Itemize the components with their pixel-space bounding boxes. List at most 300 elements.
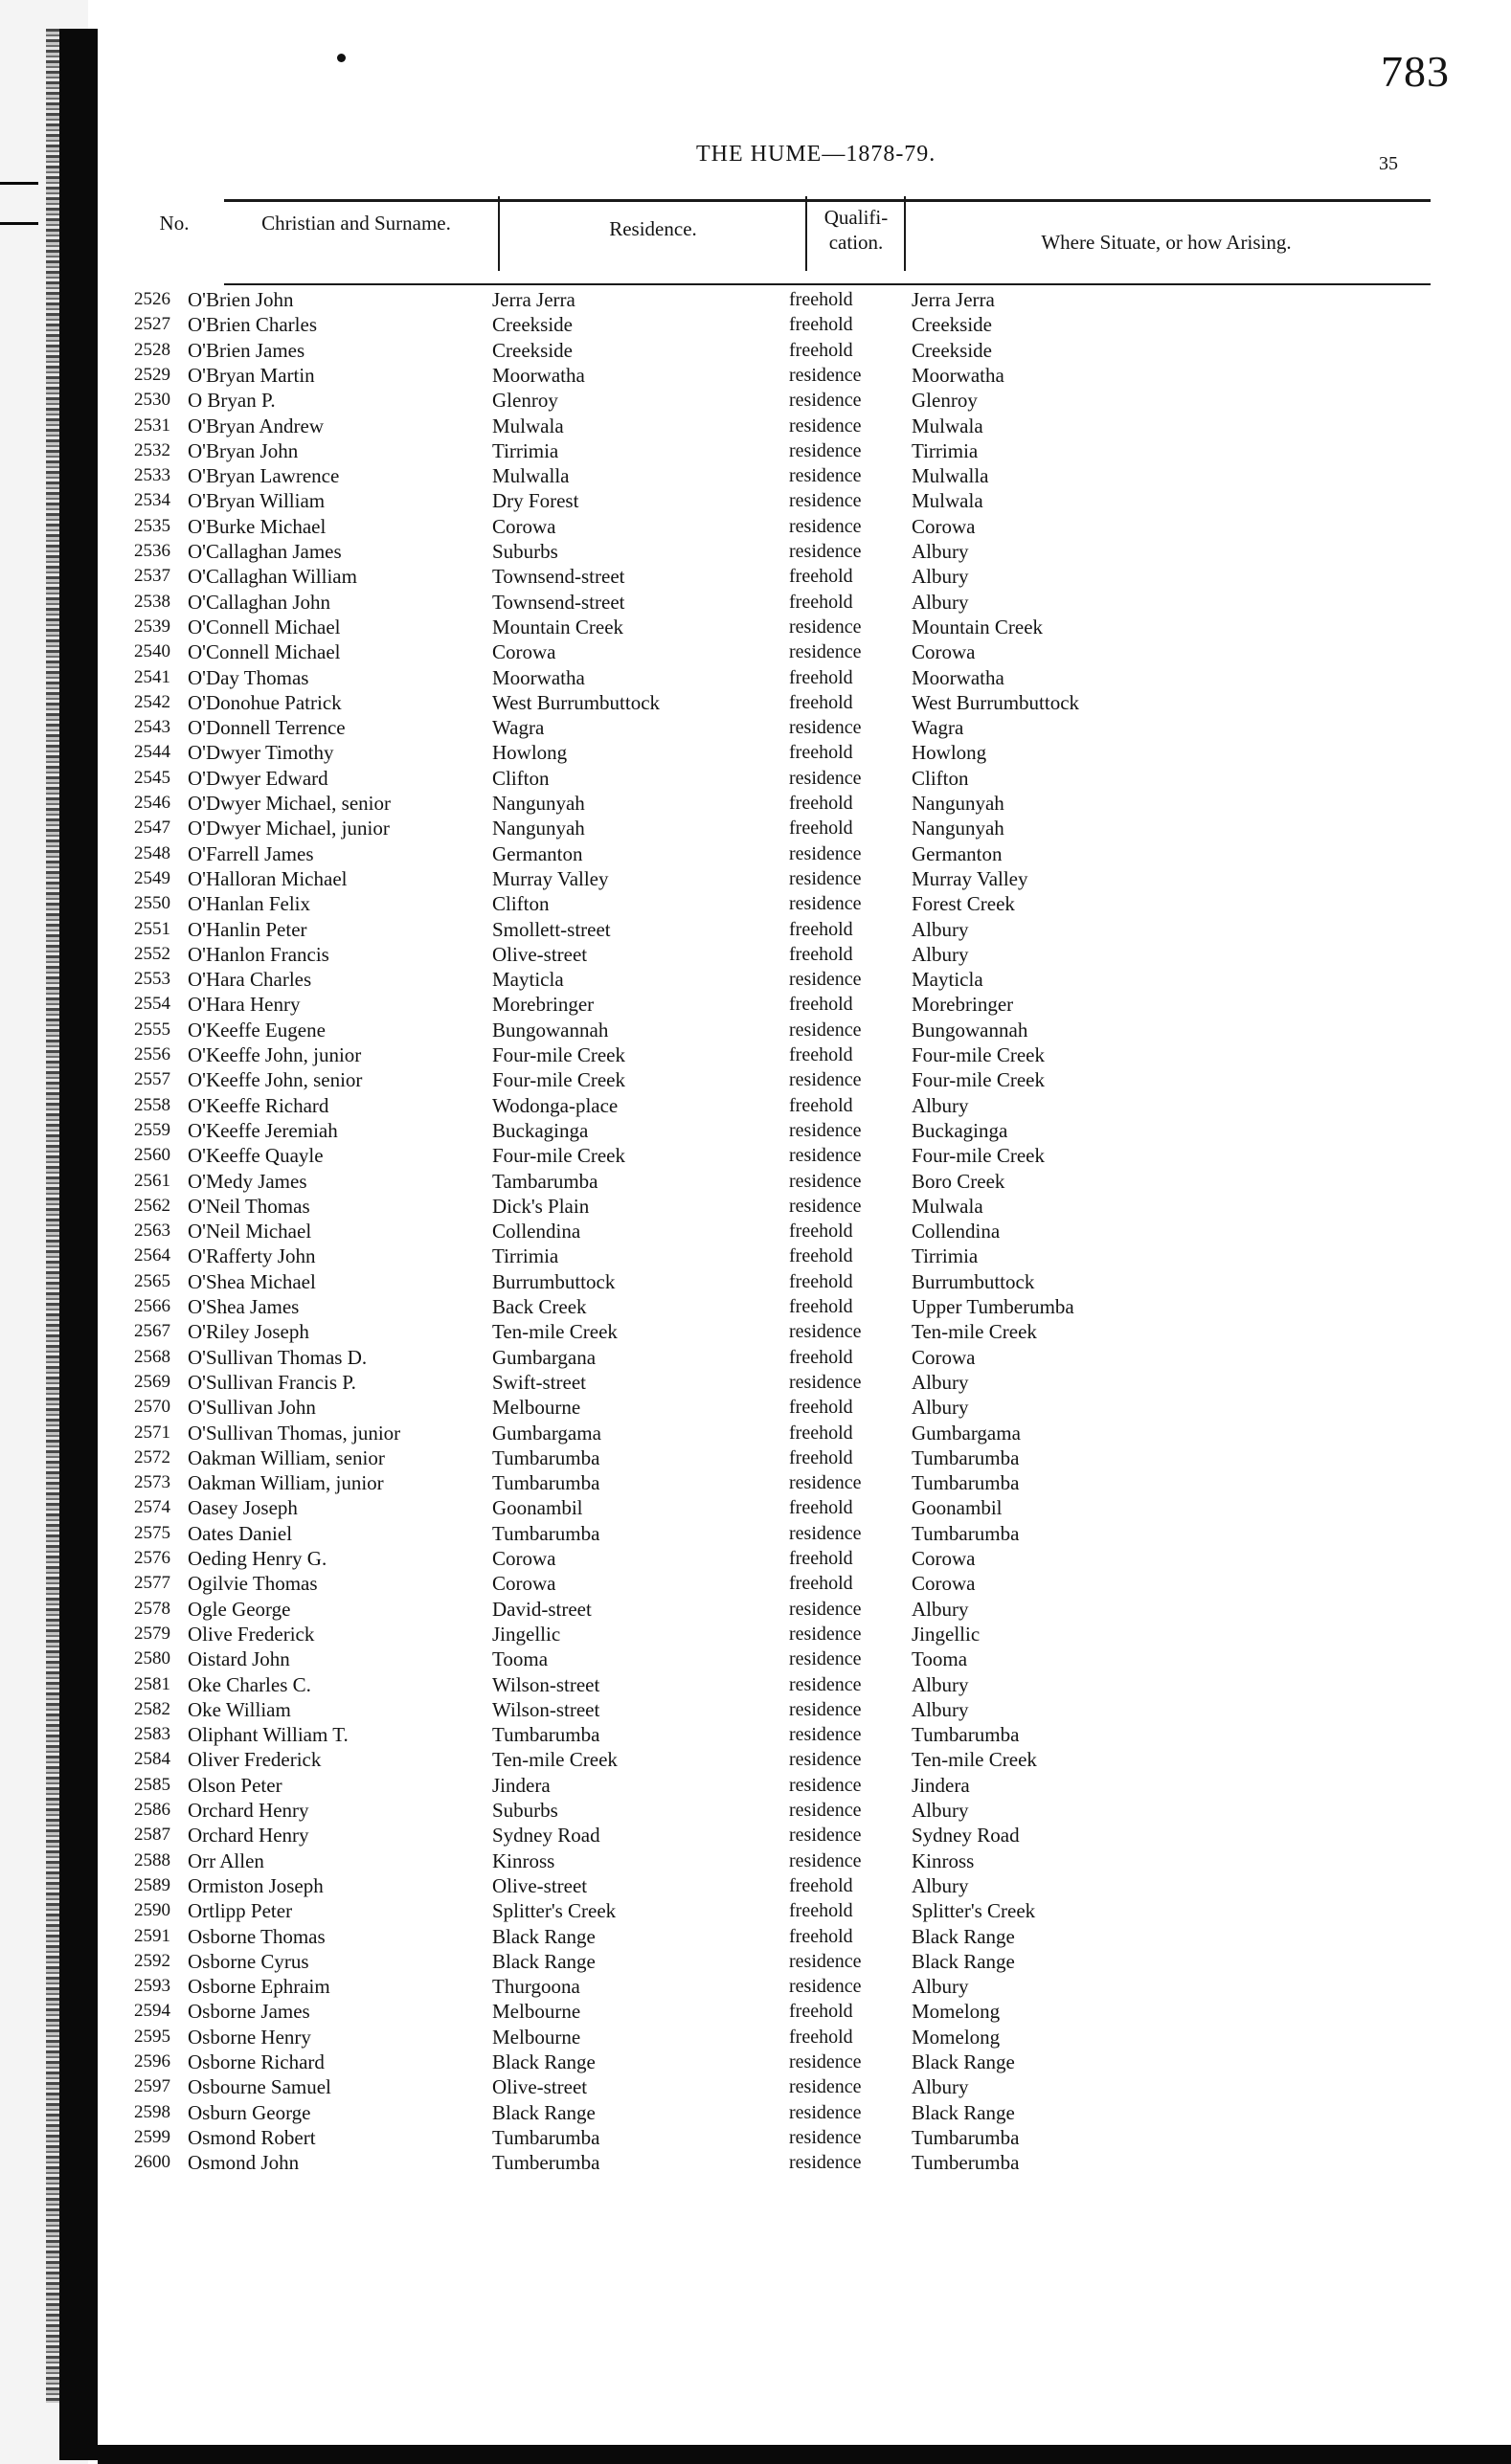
table-row xyxy=(98,1421,1511,1445)
elector-number: 2581 xyxy=(134,1673,170,1694)
elector-number: 2533 xyxy=(134,465,170,486)
elector-where-situate: Creekside xyxy=(912,338,992,362)
elector-number: 2597 xyxy=(134,2076,170,2097)
table-row xyxy=(98,1924,1511,1949)
elector-residence: Tumbarumba xyxy=(492,1723,600,1747)
elector-qualification: residence xyxy=(789,717,862,739)
elector-residence: Four-mile Creek xyxy=(492,1043,625,1066)
table-row xyxy=(98,841,1511,866)
elector-qualification: residence xyxy=(789,2126,862,2148)
elector-residence: Tumberumba xyxy=(492,2151,600,2175)
elector-number: 2591 xyxy=(134,1925,170,1946)
elector-number: 2562 xyxy=(134,1195,170,1216)
elector-name: Osborne Thomas xyxy=(188,1924,326,1948)
elector-residence: Swift-street xyxy=(492,1370,586,1394)
elector-residence: Corowa xyxy=(492,640,556,664)
table-row xyxy=(98,1597,1511,1622)
elector-where-situate: Mountain Creek xyxy=(912,615,1044,638)
elector-residence: Mulwala xyxy=(492,414,564,437)
elector-number: 2553 xyxy=(134,969,170,990)
elector-residence: Mayticla xyxy=(492,968,564,992)
elector-qualification: freehold xyxy=(789,1094,853,1116)
elector-name: Oliver Frederick xyxy=(188,1748,322,1772)
table-row xyxy=(98,1243,1511,1268)
elector-name: O'Hanlon Francis xyxy=(188,942,329,966)
elector-name: O'Keeffe Richard xyxy=(188,1093,329,1117)
elector-residence: Burrumbuttock xyxy=(492,1269,616,1293)
elector-name: O'Connell Michael xyxy=(188,640,341,664)
elector-qualification: freehold xyxy=(789,691,853,713)
elector-residence: Tumbarumba xyxy=(492,1471,600,1495)
elector-name: O'Neil Thomas xyxy=(188,1194,310,1218)
elector-where-situate: Tumbarumba xyxy=(912,2125,1020,2149)
elector-qualification: residence xyxy=(789,1849,862,1871)
elector-residence: Nangunyah xyxy=(492,817,585,840)
table-row xyxy=(98,1370,1511,1395)
elector-qualification: residence xyxy=(789,616,862,638)
elector-where-situate: Ten-mile Creek xyxy=(912,1320,1037,1344)
elector-name: Osborne Ephraim xyxy=(188,1975,330,1999)
elector-name: Osborne Cyrus xyxy=(188,1949,309,1973)
elector-qualification: freehold xyxy=(789,1221,853,1243)
elector-where-situate: Corowa xyxy=(912,1572,976,1596)
elector-where-situate: Albury xyxy=(912,1975,969,1999)
table-row xyxy=(98,1747,1511,1772)
elector-number: 2593 xyxy=(134,1976,170,1997)
elector-name: O'Dwyer Michael, senior xyxy=(188,792,391,815)
elector-where-situate: Sydney Road xyxy=(912,1824,1020,1848)
elector-name: O'Brien Charles xyxy=(188,313,318,337)
elector-qualification: freehold xyxy=(789,289,853,310)
elector-where-situate: Howlong xyxy=(912,741,987,765)
elector-number: 2586 xyxy=(134,1800,170,1820)
elector-where-situate: Germanton xyxy=(912,841,1003,865)
elector-where-situate: Corowa xyxy=(912,640,976,664)
elector-number: 2569 xyxy=(134,1371,170,1392)
elector-number: 2554 xyxy=(134,994,170,1015)
header-bottom-rule xyxy=(224,283,1431,285)
table-row xyxy=(98,463,1511,488)
table-row xyxy=(98,1169,1511,1194)
elector-name: O'Rafferty John xyxy=(188,1244,316,1268)
elector-where-situate: Clifton xyxy=(912,766,969,790)
spine-mark-top xyxy=(0,182,38,185)
elector-residence: Suburbs xyxy=(492,540,558,563)
elector-where-situate: Black Range xyxy=(912,2050,1015,2073)
elector-qualification: residence xyxy=(789,414,862,437)
elector-qualification: residence xyxy=(789,842,862,864)
elector-residence: Townsend-street xyxy=(492,565,625,589)
elector-qualification: residence xyxy=(789,1825,862,1847)
elector-name: Osbourne Samuel xyxy=(188,2075,331,2099)
column-divider-qualification xyxy=(805,196,807,271)
header-qualification-line2: cation. xyxy=(828,231,884,254)
elector-number: 2555 xyxy=(134,1019,170,1040)
elector-qualification: freehold xyxy=(789,1422,853,1444)
elector-where-situate: Nangunyah xyxy=(912,817,1004,840)
elector-name: Orchard Henry xyxy=(188,1824,309,1848)
elector-where-situate: Corowa xyxy=(912,1345,976,1369)
elector-where-situate: Albury xyxy=(912,1093,969,1117)
elector-number: 2568 xyxy=(134,1346,170,1367)
table-row xyxy=(98,1067,1511,1092)
running-title: THE HUME—1878-79. xyxy=(696,142,936,167)
table-row xyxy=(98,1974,1511,1999)
elector-name: O'Dwyer Edward xyxy=(188,766,328,790)
elector-residence: Tirrimia xyxy=(492,438,559,462)
elector-qualification: residence xyxy=(789,1321,862,1343)
elector-where-situate: Albury xyxy=(912,942,969,966)
elector-residence: Wilson-street xyxy=(492,1697,600,1721)
register-page xyxy=(98,0,1511,2464)
elector-qualification: residence xyxy=(789,767,862,789)
elector-residence: Germanton xyxy=(492,841,583,865)
page-bottom-edge xyxy=(98,2445,1511,2464)
elector-where-situate: Mulwala xyxy=(912,414,983,437)
elector-qualification: freehold xyxy=(789,1270,853,1292)
elector-residence: Black Range xyxy=(492,2100,596,2124)
elector-where-situate: Collendina xyxy=(912,1220,1001,1243)
elector-name: O'Donnell Terrence xyxy=(188,716,346,740)
book-spine xyxy=(0,0,88,2464)
elector-number: 2589 xyxy=(134,1874,170,1895)
elector-qualification: residence xyxy=(789,1976,862,1998)
elector-residence: Morebringer xyxy=(492,993,595,1017)
table-row xyxy=(98,1646,1511,1671)
elector-where-situate: Albury xyxy=(912,590,969,614)
table-row xyxy=(98,363,1511,388)
elector-residence: Nangunyah xyxy=(492,792,585,815)
header-qualification-line1: Qualifi- xyxy=(823,206,889,229)
elector-where-situate: Goonambil xyxy=(912,1496,1003,1520)
elector-qualification: residence xyxy=(789,1749,862,1771)
elector-name: O'Farrell James xyxy=(188,841,314,865)
elector-qualification: residence xyxy=(789,1698,862,1720)
table-row xyxy=(98,715,1511,740)
elector-number: 2590 xyxy=(134,1900,170,1921)
elector-name: Oke William xyxy=(188,1697,291,1721)
elector-where-situate: Tumberumba xyxy=(912,2151,1020,2175)
elector-name: Orr Allen xyxy=(188,1848,264,1872)
elector-name: O'Neil Michael xyxy=(188,1220,312,1243)
table-row xyxy=(98,967,1511,992)
elector-number: 2577 xyxy=(134,1573,170,1594)
elector-residence: Collendina xyxy=(492,1220,581,1243)
elector-number: 2561 xyxy=(134,1170,170,1191)
elector-qualification: freehold xyxy=(789,1497,853,1519)
table-row xyxy=(98,1546,1511,1571)
elector-name: O'Dwyer Michael, junior xyxy=(188,817,390,840)
elector-name: O'Bryan Martin xyxy=(188,363,315,387)
elector-name: O'Day Thomas xyxy=(188,665,309,689)
elector-name: O'Keeffe Eugene xyxy=(188,1018,326,1042)
elector-name: O'Sullivan Francis P. xyxy=(188,1370,356,1394)
column-divider-where xyxy=(904,196,906,271)
elector-number: 2564 xyxy=(134,1245,170,1266)
elector-residence: Tambarumba xyxy=(492,1169,598,1193)
elector-residence: Gumbargana xyxy=(492,1345,597,1369)
table-row xyxy=(98,1118,1511,1143)
elector-qualification: residence xyxy=(789,1950,862,1972)
elector-residence: Townsend-street xyxy=(492,590,625,614)
table-row xyxy=(98,1294,1511,1319)
elector-qualification: freehold xyxy=(789,1044,853,1065)
elector-where-situate: Tumbarumba xyxy=(912,1723,1020,1747)
elector-residence: Corowa xyxy=(492,514,556,538)
elector-where-situate: Albury xyxy=(912,1672,969,1696)
elector-residence: Tumbarumba xyxy=(492,1521,600,1545)
elector-qualification: residence xyxy=(789,2152,862,2174)
elector-number: 2594 xyxy=(134,2001,170,2022)
elector-number: 2526 xyxy=(134,289,170,309)
elector-qualification: residence xyxy=(789,893,862,915)
elector-residence: Corowa xyxy=(492,1547,556,1570)
elector-residence: Olive-street xyxy=(492,2075,588,2099)
spine-mark-bottom xyxy=(0,222,38,225)
elector-where-situate: Jindera xyxy=(912,1773,970,1797)
table-row xyxy=(98,1571,1511,1596)
table-row xyxy=(98,438,1511,463)
elector-name: Oakman William, senior xyxy=(188,1445,385,1469)
elector-residence: Goonambil xyxy=(492,1496,583,1520)
elector-where-situate: Albury xyxy=(912,1873,969,1897)
folio-number: 783 xyxy=(1381,47,1450,96)
elector-name: O'Hara Charles xyxy=(188,968,312,992)
elector-qualification: freehold xyxy=(789,1548,853,1569)
table-row xyxy=(98,338,1511,363)
elector-qualification: residence xyxy=(789,2076,862,2098)
elector-name: Oliphant William T. xyxy=(188,1723,349,1747)
elector-qualification: freehold xyxy=(789,1245,853,1267)
elector-where-situate: Four-mile Creek xyxy=(912,1144,1045,1168)
elector-name: O'Hara Henry xyxy=(188,993,301,1017)
elector-number: 2538 xyxy=(134,591,170,612)
elector-residence: Buckaginga xyxy=(492,1118,589,1142)
elector-residence: Howlong xyxy=(492,741,568,765)
elector-qualification: freehold xyxy=(789,566,853,588)
elector-number: 2580 xyxy=(134,1648,170,1669)
elector-name: O'Bryan John xyxy=(188,438,299,462)
elector-where-situate: Black Range xyxy=(912,1924,1015,1948)
elector-where-situate: Four-mile Creek xyxy=(912,1043,1045,1066)
elector-residence: Tooma xyxy=(492,1647,549,1671)
elector-number: 2588 xyxy=(134,1849,170,1870)
table-row xyxy=(98,388,1511,413)
table-row xyxy=(98,866,1511,891)
table-row xyxy=(98,891,1511,916)
elector-qualification: residence xyxy=(789,1371,862,1393)
elector-qualification: freehold xyxy=(789,314,853,336)
elector-residence: Melbourne xyxy=(492,1396,581,1420)
elector-number: 2598 xyxy=(134,2101,170,2122)
table-row xyxy=(98,1773,1511,1798)
elector-name: O'Medy James xyxy=(188,1169,307,1193)
elector-name: O'Burke Michael xyxy=(188,514,327,538)
elector-qualification: freehold xyxy=(789,1296,853,1317)
elector-where-situate: Glenroy xyxy=(912,389,978,413)
elector-where-situate: Tumbarumba xyxy=(912,1521,1020,1545)
elector-name: O'Shea Michael xyxy=(188,1269,316,1293)
elector-name: Ogle George xyxy=(188,1597,291,1621)
elector-number: 2583 xyxy=(134,1724,170,1745)
elector-number: 2560 xyxy=(134,1145,170,1166)
table-row xyxy=(98,1345,1511,1370)
table-row xyxy=(98,1219,1511,1243)
table-row xyxy=(98,791,1511,816)
elector-residence: Black Range xyxy=(492,1949,596,1973)
table-row xyxy=(98,539,1511,564)
elector-qualification: residence xyxy=(789,515,862,537)
table-row xyxy=(98,665,1511,690)
table-row xyxy=(98,639,1511,664)
elector-where-situate: Albury xyxy=(912,565,969,589)
elector-residence: Clifton xyxy=(492,892,550,916)
elector-where-situate: Creekside xyxy=(912,313,992,337)
table-row xyxy=(98,2125,1511,2150)
elector-name: O'Hanlin Peter xyxy=(188,917,307,941)
table-row xyxy=(98,690,1511,715)
elector-number: 2563 xyxy=(134,1221,170,1242)
elector-number: 2528 xyxy=(134,339,170,360)
elector-residence: Wodonga-place xyxy=(492,1093,619,1117)
elector-name: O'Sullivan Thomas D. xyxy=(188,1345,368,1369)
elector-number: 2579 xyxy=(134,1623,170,1644)
table-row xyxy=(98,1521,1511,1546)
table-row xyxy=(98,1798,1511,1823)
elector-number: 2596 xyxy=(134,2051,170,2072)
spine-texture xyxy=(46,29,59,2403)
elector-number: 2529 xyxy=(134,364,170,385)
elector-qualification: freehold xyxy=(789,591,853,613)
elector-name: O'Shea James xyxy=(188,1295,300,1318)
table-row xyxy=(98,2074,1511,2099)
elector-residence: Clifton xyxy=(492,766,550,790)
table-row xyxy=(98,414,1511,438)
elector-name: O'Brien John xyxy=(188,288,294,311)
elector-number: 2536 xyxy=(134,541,170,561)
elector-residence: Jingellic xyxy=(492,1622,561,1646)
elector-residence: Wilson-street xyxy=(492,1672,600,1696)
table-row xyxy=(98,2100,1511,2125)
elector-residence: Back Creek xyxy=(492,1295,587,1318)
elector-residence: Olive-street xyxy=(492,942,588,966)
table-row xyxy=(98,816,1511,840)
elector-name: O'Callaghan John xyxy=(188,590,331,614)
elector-where-situate: Mulwala xyxy=(912,1194,983,1218)
elector-qualification: residence xyxy=(789,1623,862,1645)
elector-qualification: residence xyxy=(789,1119,862,1141)
elector-number: 2571 xyxy=(134,1422,170,1443)
elector-residence: Smollett-street xyxy=(492,917,611,941)
table-row xyxy=(98,1672,1511,1697)
elector-residence: Creekside xyxy=(492,313,573,337)
elector-qualification: residence xyxy=(789,1673,862,1695)
elector-qualification: residence xyxy=(789,1472,862,1494)
elector-qualification: residence xyxy=(789,490,862,512)
elector-qualification: residence xyxy=(789,1170,862,1192)
elector-qualification: residence xyxy=(789,641,862,663)
elector-where-situate: Murray Valley xyxy=(912,866,1028,890)
elector-number: 2543 xyxy=(134,717,170,738)
elector-number: 2570 xyxy=(134,1397,170,1418)
elector-qualification: residence xyxy=(789,1019,862,1041)
elector-residence: Tumbarumba xyxy=(492,1445,600,1469)
elector-residence: Jindera xyxy=(492,1773,551,1797)
elector-qualification: freehold xyxy=(789,2026,853,2048)
elector-qualification: freehold xyxy=(789,994,853,1016)
elector-name: O'Halloran Michael xyxy=(188,866,348,890)
table-row xyxy=(98,1143,1511,1168)
elector-residence: Mountain Creek xyxy=(492,615,624,638)
elector-qualification: residence xyxy=(789,1648,862,1670)
table-row xyxy=(98,1042,1511,1067)
ink-dot xyxy=(337,54,346,62)
elector-where-situate: Nangunyah xyxy=(912,792,1004,815)
elector-number: 2578 xyxy=(134,1598,170,1619)
elector-where-situate: Jingellic xyxy=(912,1622,981,1646)
elector-qualification: freehold xyxy=(789,1397,853,1419)
elector-name: Ormiston Joseph xyxy=(188,1873,324,1897)
elector-where-situate: Mayticla xyxy=(912,968,983,992)
elector-number: 2532 xyxy=(134,439,170,460)
elector-where-situate: Kinross xyxy=(912,1848,975,1872)
elector-qualification: residence xyxy=(789,1774,862,1796)
elector-where-situate: Albury xyxy=(912,2075,969,2099)
elector-where-situate: West Burrumbuttock xyxy=(912,690,1080,714)
elector-name: O'Riley Joseph xyxy=(188,1320,309,1344)
elector-where-situate: Upper Tumberumba xyxy=(912,1295,1074,1318)
table-row xyxy=(98,488,1511,513)
elector-where-situate: Albury xyxy=(912,917,969,941)
elector-name: O Bryan P. xyxy=(188,389,276,413)
elector-name: O'Keeffe Quayle xyxy=(188,1144,324,1168)
elector-qualification: residence xyxy=(789,1800,862,1821)
elector-qualification: freehold xyxy=(789,1874,853,1896)
elector-number: 2595 xyxy=(134,2026,170,2047)
elector-residence: Four-mile Creek xyxy=(492,1144,625,1168)
elector-number: 2547 xyxy=(134,818,170,839)
elector-number: 2575 xyxy=(134,1522,170,1543)
table-row xyxy=(98,1495,1511,1520)
elector-qualification: residence xyxy=(789,867,862,889)
elector-name: Ortlipp Peter xyxy=(188,1899,293,1923)
elector-qualification: freehold xyxy=(789,918,853,940)
elector-number: 2535 xyxy=(134,515,170,536)
elector-name: Osmond John xyxy=(188,2151,300,2175)
elector-number: 2573 xyxy=(134,1472,170,1493)
header-top-rule xyxy=(224,199,1431,202)
elector-qualification: freehold xyxy=(789,1573,853,1595)
elector-residence: Sydney Road xyxy=(492,1824,600,1848)
elector-residence: Tumbarumba xyxy=(492,2125,600,2149)
elector-qualification: freehold xyxy=(789,1900,853,1922)
elector-qualification: residence xyxy=(789,1598,862,1620)
elector-where-situate: Boro Creek xyxy=(912,1169,1005,1193)
elector-name: O'Callaghan James xyxy=(188,540,342,563)
table-row xyxy=(98,1622,1511,1646)
elector-number: 2545 xyxy=(134,767,170,788)
elector-where-situate: Albury xyxy=(912,1799,969,1822)
elector-where-situate: Morebringer xyxy=(912,993,1014,1017)
header-residence: Residence. xyxy=(609,217,697,240)
elector-where-situate: Black Range xyxy=(912,1949,1015,1973)
elector-residence: Four-mile Creek xyxy=(492,1068,625,1092)
elector-number: 2537 xyxy=(134,566,170,587)
table-row xyxy=(98,1018,1511,1042)
table-row xyxy=(98,615,1511,639)
table-row xyxy=(98,2150,1511,2175)
elector-where-situate: Bungowannah xyxy=(912,1018,1028,1042)
